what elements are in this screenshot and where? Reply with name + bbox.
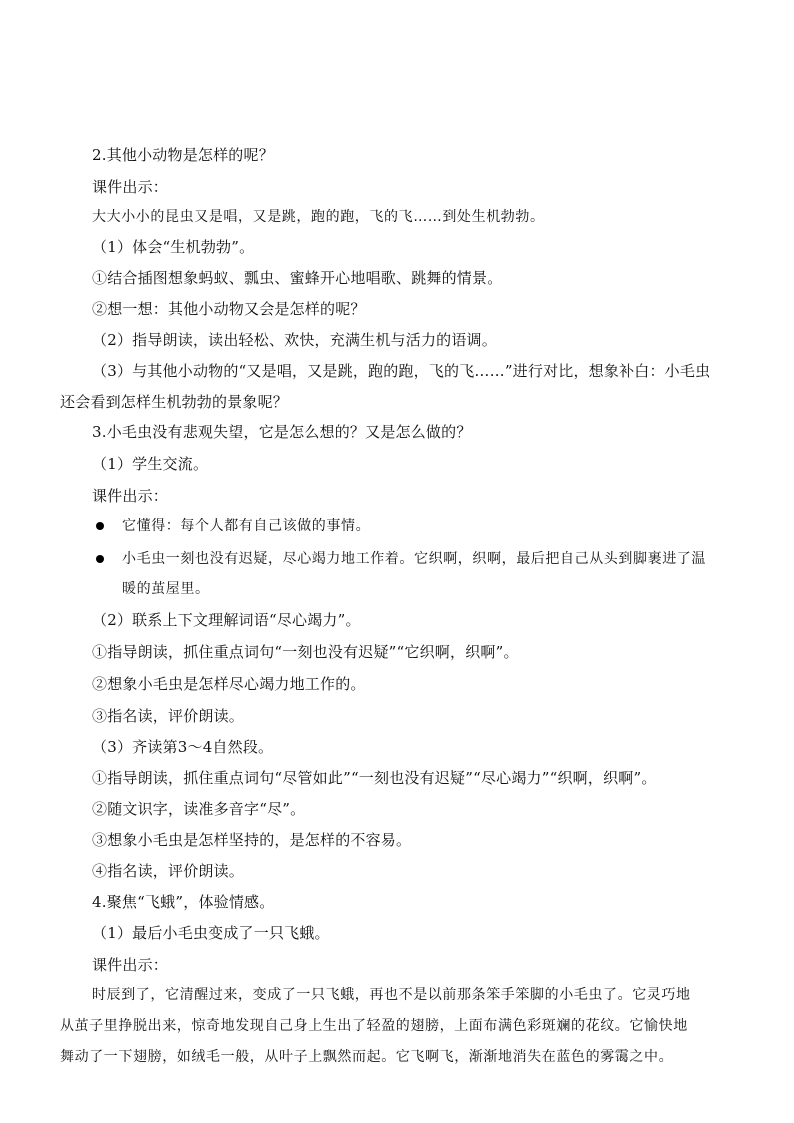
courseware-quote: 它懂得：每个人都有自己该做的事情。 xyxy=(122,518,371,534)
sub-item: （2）指导朗读，读出轻松、欢快，充满生机与活力的语调。 xyxy=(92,331,497,349)
step-item: ④指名读，评价朗读。 xyxy=(92,862,245,880)
bullet-icon xyxy=(96,555,104,563)
courseware-quote-continuation: 从茧子里挣脱出来，惊奇地发现自己身上生出了轻盈的翅膀，上面布满色彩斑斓的花纹。它愉快地 xyxy=(60,1018,688,1034)
sub-item: （3）齐读第3～4自然段。 xyxy=(92,738,274,756)
step-item: ②想一想：其他小动物又会是怎样的呢？ xyxy=(92,300,366,318)
courseware-label: 课件出示： xyxy=(92,956,169,974)
sub-item: （3）与其他小动物的“又是唱，又是跳，跑的跑，飞的飞……”进行对比，想象补白：小毛虫 xyxy=(92,362,711,380)
section-heading-2: 2.其他小动物是怎样的呢？ xyxy=(92,146,274,164)
courseware-label: 课件出示： xyxy=(92,178,169,196)
sub-item: （1）最后小毛虫变成了一只飞蛾。 xyxy=(92,924,330,942)
step-item: ②想象小毛虫是怎样尽心竭力地工作的。 xyxy=(92,675,366,693)
step-item: ②随文识字，读准多音字“尽”。 xyxy=(92,800,306,818)
step-item: ①指导朗读，抓住重点词句“一刻也没有迟疑”“它织啊，织啊”。 xyxy=(92,643,519,661)
sub-item-continuation: 还会看到怎样生机勃勃的景象呢？ xyxy=(60,393,289,411)
courseware-quote: 时辰到了，它清醒过来，变成了一只飞蛾，再也不是以前那条笨手笨脚的小毛虫了。它灵巧地 xyxy=(92,987,691,1003)
courseware-quote: 大大小小的昆虫又是唱，又是跳，跑的跑，飞的飞……到处生机勃勃。 xyxy=(92,209,545,225)
step-item: ③指名读，评价朗读。 xyxy=(92,707,245,725)
sub-item: （1）学生交流。 xyxy=(92,455,209,473)
section-heading-4: 4.聚焦“飞蛾”，体验情感。 xyxy=(92,893,275,911)
courseware-quote: 小毛虫一刻也没有迟疑，尽心竭力地工作着。它织啊，织啊，最后把自己从头到脚裹进了温 xyxy=(122,551,706,567)
courseware-label: 课件出示： xyxy=(92,487,169,505)
sub-item: （2）联系上下文理解词语“尽心竭力”。 xyxy=(92,611,361,629)
step-item: ①结合插图想象蚂蚁、瓢虫、蜜蜂开心地唱歌、跳舞的情景。 xyxy=(92,269,503,287)
step-item: ①指导朗读，抓住重点词句“尽管如此”“一刻也没有迟疑”“尽心竭力”“织啊，织啊”。 xyxy=(92,769,657,787)
bullet-icon xyxy=(96,522,104,530)
section-heading-3: 3.小毛虫没有悲观失望，它是怎么想的？又是怎么做的？ xyxy=(92,423,472,441)
courseware-quote-continuation: 暖的茧屋里。 xyxy=(122,581,210,597)
courseware-quote-continuation: 舞动了一下翅膀，如绒毛一般，从叶子上飘然而起。它飞啊飞，渐渐地消失在蓝色的雾霭之中。 xyxy=(60,1049,674,1065)
sub-item: （1）体会“生机勃勃”。 xyxy=(92,238,255,256)
step-item: ③想象小毛虫是怎样坚持的，是怎样的不容易。 xyxy=(92,831,412,849)
